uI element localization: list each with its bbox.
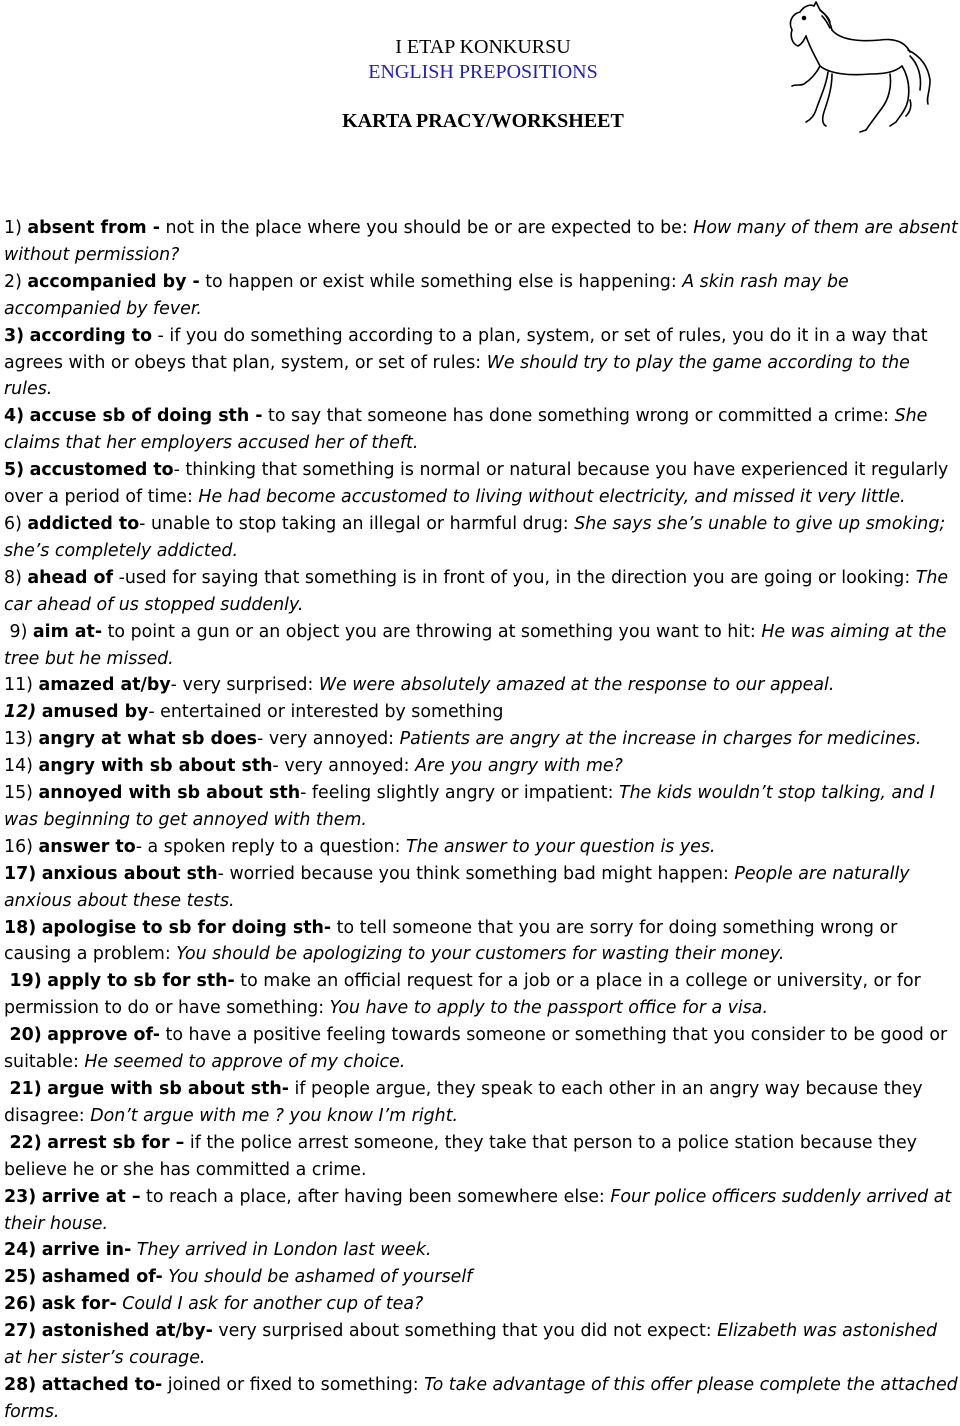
list-item: 12) amused by- entertained or interested by something bbox=[4, 702, 504, 723]
list-item: 26) ask for- Could I ask for another cup of tea? bbox=[4, 1294, 424, 1315]
list-item: 20) approve of- to have a positive feeling towards someone or something that you consider to be good or suitable: He seemed to approve of my choice. bbox=[4, 1025, 948, 1073]
list-item: 16) answer to- a spoken reply to a question: The answer to your question is yes. bbox=[4, 836, 716, 857]
topic-title: ENGLISH PREPOSITIONS bbox=[368, 61, 598, 83]
list-item: 9) aim at- to point a gun or an object you are throwing at something you want to hit: He was aiming at the tree but he missed. bbox=[4, 621, 947, 669]
list-item: 24) arrive in- They arrived in London last week. bbox=[4, 1240, 432, 1261]
list-item: 11) amazed at/by- very surprised: We were absolutely amazed at the response to our appeal. bbox=[4, 675, 835, 696]
horse-logo-icon bbox=[770, 0, 940, 150]
list-item: 22) arrest sb for – if the police arrest someone, they take that person to a police station because they believe he or she has committed a crime. bbox=[4, 1132, 917, 1180]
worksheet-header bbox=[0, 0, 960, 200]
list-item: 25) ashamed of- You should be ashamed of yourself bbox=[4, 1267, 473, 1288]
list-item: 8) ahead of -used for saying that something is in front of you, in the direction you are going or looking: The car ahead of us stopped suddenly. bbox=[4, 567, 949, 615]
list-item: 15) annoyed with sb about sth- feeling slightly angry or impatient: The kids wouldn’t stop talking, and I was beginning to get annoyed with them. bbox=[4, 783, 935, 830]
list-item: 19) apply to sb for sth- to make an official request for a job or a place in a college or university, or for permission to do or have something: You have to apply to the passport office for a visa. bbox=[4, 971, 921, 1019]
prepositions-list bbox=[4, 215, 958, 1426]
contest-title: I ETAP KONKURSU bbox=[395, 36, 571, 58]
list-item: 27) astonished at/by- very surprised about something that you did not expect: Elizabeth was astonished at her sister’s courage. bbox=[4, 1321, 938, 1369]
list-item: 23) arrive at – to reach a place, after having been somewhere else: Four police officers suddenly arrived at their house. bbox=[4, 1186, 952, 1234]
list-item: 18) apologise to sb for doing sth- to tell someone that you are sorry for doing something wrong or causing a problem: You should be apologizing to your customers for wasting their money. bbox=[4, 917, 898, 965]
list-item: 14) angry with sb about sth- very annoyed: Are you angry with me? bbox=[4, 756, 623, 777]
worksheet-title: KARTA PRACY/WORKSHEET bbox=[342, 110, 624, 132]
list-item: 13) angry at what sb does- very annoyed: Patients are angry at the increase in charges for medicines. bbox=[4, 729, 922, 750]
list-item: 21) argue with sb about sth- if people argue, they speak to each other in an angry way because they disagree: Don’t argue with me ? you know I’m right. bbox=[4, 1079, 923, 1126]
list-item: 5) accustomed to- thinking that something is normal or natural because you have experienced it regularly over a period of time: He had become accustomed to living without electricity, and missed it very little. bbox=[4, 460, 949, 508]
list-item: 4) accuse sb of doing sth - to say that someone has done something wrong or committed a crime: She claims that her employers accused her of theft. bbox=[4, 406, 928, 454]
list-item: 6) addicted to- unable to stop taking an illegal or harmful drug: She says she’s unable to give up smoking; she’s completely addicted. bbox=[4, 513, 946, 561]
list-item: 28) attached to- joined or fixed to something: To take advantage of this offer please complete the attached forms. bbox=[4, 1374, 958, 1422]
list-item: 17) anxious about sth- worried because you think something bad might happen: People are naturally anxious about these tests. bbox=[4, 863, 910, 911]
list-item: 3) according to - if you do something according to a plan, system, or set of rules, you do it in a way that agrees with or obeys that plan, system, or set of rules: We should try to play the game according to the rules. bbox=[4, 325, 928, 400]
list-item: 2) accompanied by - to happen or exist while something else is happening: A skin rash may be accompanied by fever. bbox=[4, 271, 849, 319]
list-item: 1) absent from - not in the place where you should be or are expected to be: How many of them are absent without permission? bbox=[4, 218, 958, 265]
